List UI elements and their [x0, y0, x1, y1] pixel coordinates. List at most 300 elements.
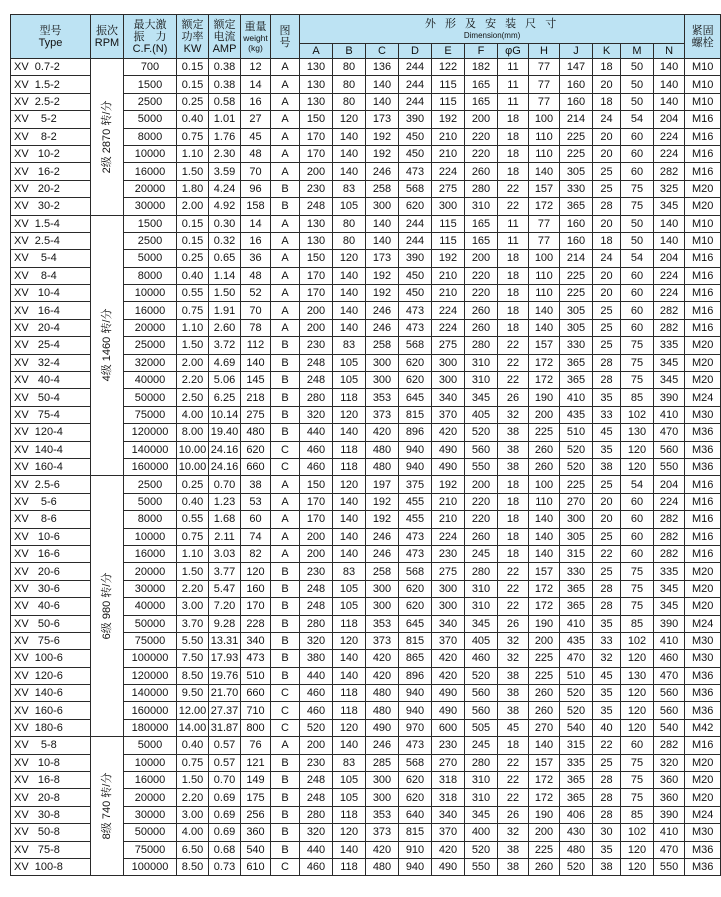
value-cell: 75: [621, 598, 654, 615]
value-cell: 490: [432, 685, 465, 702]
value-cell: 160000: [124, 458, 177, 475]
value-cell: 244: [399, 59, 432, 76]
value-cell: 420: [366, 667, 399, 684]
value-cell: 520: [560, 685, 593, 702]
model-cell: XV 20-4: [11, 319, 91, 336]
value-cell: 620: [241, 441, 271, 458]
value-cell: 118: [333, 858, 366, 875]
value-cell: 470: [654, 424, 685, 441]
value-cell: M36: [685, 858, 721, 875]
value-cell: 940: [399, 685, 432, 702]
value-cell: 224: [654, 267, 685, 284]
value-cell: M30: [685, 406, 721, 423]
value-cell: 1.50: [177, 337, 209, 354]
model-cell: XV 100-6: [11, 650, 91, 667]
value-cell: 140: [333, 424, 366, 441]
value-cell: 0.65: [209, 250, 241, 267]
value-cell: M16: [685, 302, 721, 319]
value-cell: 200: [465, 250, 498, 267]
value-cell: 540: [241, 841, 271, 858]
model-cell: XV 0.7-2: [11, 59, 91, 76]
value-cell: 3.72: [209, 337, 241, 354]
value-cell: 0.15: [177, 59, 209, 76]
value-cell: M16: [685, 145, 721, 162]
value-cell: 160: [560, 215, 593, 232]
model-cell: XV 10-4: [11, 285, 91, 302]
value-cell: 246: [366, 528, 399, 545]
value-cell: 120: [621, 650, 654, 667]
value-cell: 225: [529, 841, 560, 858]
value-cell: 160000: [124, 702, 177, 719]
value-cell: 6.25: [209, 389, 241, 406]
value-cell: 38: [241, 476, 271, 493]
value-cell: 400: [465, 824, 498, 841]
value-cell: 40: [593, 719, 621, 736]
value-cell: 140: [366, 232, 399, 249]
value-cell: 4.69: [209, 354, 241, 371]
value-cell: 248: [300, 598, 333, 615]
value-cell: 147: [560, 59, 593, 76]
value-cell: 815: [399, 824, 432, 841]
value-cell: 80: [333, 215, 366, 232]
dim-col-header: F: [465, 44, 498, 59]
value-cell: 520: [465, 841, 498, 858]
value-cell: 20: [593, 128, 621, 145]
value-cell: 246: [366, 737, 399, 754]
value-cell: 24.16: [209, 441, 241, 458]
value-cell: 14.00: [177, 719, 209, 736]
value-cell: 50: [621, 59, 654, 76]
value-cell: 520: [465, 424, 498, 441]
value-cell: 0.57: [209, 754, 241, 771]
value-cell: 38: [593, 458, 621, 475]
value-cell: 19.40: [209, 424, 241, 441]
model-cell: XV 20-6: [11, 563, 91, 580]
value-cell: 11: [498, 76, 529, 93]
value-cell: 490: [432, 458, 465, 475]
value-cell: 22: [498, 580, 529, 597]
value-cell: 100000: [124, 650, 177, 667]
value-cell: 0.70: [209, 772, 241, 789]
value-cell: 335: [654, 563, 685, 580]
value-cell: 18: [498, 476, 529, 493]
value-cell: 214: [560, 250, 593, 267]
value-cell: 28: [593, 806, 621, 823]
value-cell: 14: [241, 215, 271, 232]
value-cell: A: [271, 232, 300, 249]
value-cell: 140: [333, 528, 366, 545]
value-cell: 110: [529, 493, 560, 510]
value-cell: M16: [685, 111, 721, 128]
value-cell: 473: [399, 319, 432, 336]
value-cell: 172: [529, 772, 560, 789]
value-cell: 8.00: [177, 424, 209, 441]
value-cell: 230: [300, 180, 333, 197]
value-cell: 1.01: [209, 111, 241, 128]
value-cell: 10.00: [177, 458, 209, 475]
value-cell: 310: [465, 598, 498, 615]
value-cell: 345: [654, 354, 685, 371]
value-cell: 225: [560, 285, 593, 302]
value-cell: 35: [593, 389, 621, 406]
value-cell: 280: [465, 180, 498, 197]
value-cell: 10000: [124, 285, 177, 302]
value-cell: 345: [654, 198, 685, 215]
value-cell: 140: [241, 354, 271, 371]
value-cell: 318: [432, 789, 465, 806]
value-cell: 224: [654, 145, 685, 162]
value-cell: M10: [685, 215, 721, 232]
value-cell: 10000: [124, 528, 177, 545]
value-cell: 140: [654, 76, 685, 93]
value-cell: 38: [498, 441, 529, 458]
value-cell: 75000: [124, 406, 177, 423]
value-cell: 172: [529, 372, 560, 389]
value-cell: 260: [529, 685, 560, 702]
value-cell: 74: [241, 528, 271, 545]
value-cell: 2.20: [177, 580, 209, 597]
value-cell: 8000: [124, 267, 177, 284]
model-cell: XV 180-6: [11, 719, 91, 736]
value-cell: 345: [465, 389, 498, 406]
value-cell: 940: [399, 702, 432, 719]
model-cell: XV 140-6: [11, 685, 91, 702]
value-cell: 310: [465, 372, 498, 389]
value-cell: 30000: [124, 806, 177, 823]
value-cell: 4.00: [177, 824, 209, 841]
value-cell: 48: [241, 267, 271, 284]
value-cell: M20: [685, 754, 721, 771]
value-cell: 35: [593, 841, 621, 858]
value-cell: 0.15: [177, 215, 209, 232]
value-cell: 224: [432, 163, 465, 180]
value-cell: 300: [432, 354, 465, 371]
value-cell: 120: [333, 719, 366, 736]
value-cell: 130: [300, 232, 333, 249]
value-cell: 248: [300, 198, 333, 215]
rpm-group-cell: [91, 476, 124, 737]
value-cell: 20000: [124, 789, 177, 806]
value-cell: 480: [366, 685, 399, 702]
value-cell: 275: [432, 337, 465, 354]
value-cell: 115: [432, 232, 465, 249]
value-cell: 24: [593, 250, 621, 267]
value-cell: 390: [399, 250, 432, 267]
value-cell: 210: [432, 511, 465, 528]
value-cell: 2500: [124, 232, 177, 249]
value-cell: 450: [399, 145, 432, 162]
value-cell: 110: [529, 128, 560, 145]
value-cell: 335: [654, 337, 685, 354]
value-cell: 112: [241, 337, 271, 354]
value-cell: 260: [465, 528, 498, 545]
value-cell: 85: [621, 615, 654, 632]
value-cell: 260: [465, 302, 498, 319]
model-cell: XV 16-2: [11, 163, 91, 180]
value-cell: 140: [333, 737, 366, 754]
value-cell: 140: [654, 93, 685, 110]
rpm-group-label: 4级 1460 转/分: [101, 309, 113, 382]
value-cell: 120: [621, 458, 654, 475]
value-cell: 105: [333, 789, 366, 806]
value-cell: 18: [593, 59, 621, 76]
value-cell: 300: [366, 598, 399, 615]
value-cell: 285: [366, 754, 399, 771]
value-cell: 256: [241, 806, 271, 823]
model-cell: XV 50-6: [11, 615, 91, 632]
value-cell: 258: [366, 563, 399, 580]
value-cell: 160: [560, 76, 593, 93]
value-cell: 0.15: [177, 76, 209, 93]
value-cell: 80: [333, 93, 366, 110]
value-cell: 0.25: [177, 93, 209, 110]
value-cell: A: [271, 59, 300, 76]
value-cell: 192: [432, 250, 465, 267]
value-cell: 140: [529, 737, 560, 754]
value-cell: 60: [621, 528, 654, 545]
value-cell: 28: [593, 372, 621, 389]
value-cell: A: [271, 128, 300, 145]
value-cell: 2.20: [177, 789, 209, 806]
value-cell: 1.91: [209, 302, 241, 319]
value-cell: 1.50: [177, 163, 209, 180]
value-cell: 25000: [124, 337, 177, 354]
value-cell: 405: [465, 406, 498, 423]
value-cell: 420: [366, 424, 399, 441]
value-cell: 1.10: [177, 319, 209, 336]
value-cell: 140: [366, 76, 399, 93]
value-cell: 45: [593, 667, 621, 684]
value-cell: 520: [560, 441, 593, 458]
value-cell: 0.73: [209, 858, 241, 875]
value-cell: 16000: [124, 545, 177, 562]
value-cell: 224: [432, 528, 465, 545]
value-cell: 140: [333, 841, 366, 858]
value-cell: 230: [300, 754, 333, 771]
value-cell: M36: [685, 458, 721, 475]
value-cell: 12: [241, 59, 271, 76]
value-cell: 192: [366, 128, 399, 145]
value-cell: 710: [241, 702, 271, 719]
value-cell: 140: [529, 528, 560, 545]
value-cell: 225: [560, 267, 593, 284]
value-cell: 0.57: [209, 737, 241, 754]
value-cell: 315: [560, 737, 593, 754]
value-cell: 4.24: [209, 180, 241, 197]
value-cell: 1.10: [177, 545, 209, 562]
value-cell: 28: [593, 772, 621, 789]
value-cell: 140: [333, 285, 366, 302]
value-cell: 390: [654, 389, 685, 406]
value-cell: 175: [241, 789, 271, 806]
value-cell: 18: [498, 528, 529, 545]
value-cell: 896: [399, 424, 432, 441]
value-cell: 24.16: [209, 458, 241, 475]
value-cell: 620: [399, 789, 432, 806]
value-cell: 660: [241, 458, 271, 475]
value-cell: 105: [333, 372, 366, 389]
value-cell: 2.00: [177, 198, 209, 215]
value-cell: A: [271, 302, 300, 319]
value-cell: 190: [529, 806, 560, 823]
value-cell: 80: [333, 59, 366, 76]
value-cell: 220: [465, 493, 498, 510]
value-cell: 375: [399, 476, 432, 493]
table-row: [11, 476, 721, 493]
value-cell: 28: [593, 580, 621, 597]
model-cell: XV 120-4: [11, 424, 91, 441]
value-cell: B: [271, 632, 300, 649]
value-cell: 77: [529, 76, 560, 93]
value-cell: B: [271, 563, 300, 580]
value-cell: 560: [654, 441, 685, 458]
value-cell: 550: [465, 458, 498, 475]
value-cell: 26: [498, 806, 529, 823]
value-cell: 60: [621, 285, 654, 302]
value-cell: 197: [366, 476, 399, 493]
value-cell: 38: [498, 702, 529, 719]
value-cell: 25: [593, 302, 621, 319]
value-cell: 22: [498, 372, 529, 389]
value-cell: 1.68: [209, 511, 241, 528]
value-cell: 170: [241, 598, 271, 615]
value-cell: 170: [300, 493, 333, 510]
value-cell: 800: [241, 719, 271, 736]
value-cell: 815: [399, 632, 432, 649]
value-cell: 120: [241, 563, 271, 580]
value-cell: 35: [593, 615, 621, 632]
value-cell: 36: [241, 250, 271, 267]
rpm-group-cell: [91, 737, 124, 876]
value-cell: 35: [593, 685, 621, 702]
model-cell: XV 30-6: [11, 580, 91, 597]
value-cell: 480: [366, 458, 399, 475]
value-cell: 3.59: [209, 163, 241, 180]
value-cell: 320: [300, 824, 333, 841]
value-cell: 130: [621, 667, 654, 684]
model-cell: XV 1.5-4: [11, 215, 91, 232]
dim-col-header: E: [432, 44, 465, 59]
value-cell: A: [271, 267, 300, 284]
value-cell: 204: [654, 111, 685, 128]
value-cell: 280: [300, 615, 333, 632]
value-cell: 17.93: [209, 650, 241, 667]
value-cell: 140: [529, 511, 560, 528]
value-cell: 118: [333, 458, 366, 475]
value-cell: 300: [366, 354, 399, 371]
value-cell: A: [271, 215, 300, 232]
value-cell: 5000: [124, 250, 177, 267]
value-cell: 1.76: [209, 128, 241, 145]
value-cell: 365: [560, 580, 593, 597]
value-cell: 172: [529, 198, 560, 215]
value-cell: 120: [333, 406, 366, 423]
value-cell: 568: [399, 337, 432, 354]
value-cell: 282: [654, 511, 685, 528]
value-cell: 275: [432, 563, 465, 580]
value-cell: 157: [529, 754, 560, 771]
value-cell: 140: [366, 215, 399, 232]
value-cell: 220: [465, 145, 498, 162]
value-cell: 2.30: [209, 145, 241, 162]
value-cell: 455: [399, 511, 432, 528]
value-cell: 230: [432, 737, 465, 754]
value-cell: 170: [300, 128, 333, 145]
value-cell: 18: [593, 232, 621, 249]
value-cell: 435: [560, 632, 593, 649]
value-cell: 130: [300, 215, 333, 232]
value-cell: 192: [432, 476, 465, 493]
value-cell: 75: [621, 337, 654, 354]
value-cell: 560: [465, 441, 498, 458]
value-cell: 28: [593, 354, 621, 371]
spec-table-container: [10, 14, 721, 876]
value-cell: 20: [593, 145, 621, 162]
value-cell: 260: [465, 163, 498, 180]
value-cell: 38: [498, 424, 529, 441]
value-cell: 52: [241, 285, 271, 302]
value-cell: 450: [399, 285, 432, 302]
value-cell: 16: [241, 93, 271, 110]
value-cell: 440: [300, 841, 333, 858]
value-cell: 280: [300, 389, 333, 406]
value-cell: B: [271, 580, 300, 597]
value-cell: 120: [621, 441, 654, 458]
value-cell: 244: [399, 93, 432, 110]
value-cell: 370: [432, 406, 465, 423]
value-cell: 75000: [124, 632, 177, 649]
value-cell: B: [271, 198, 300, 215]
value-cell: 540: [654, 719, 685, 736]
value-cell: 18: [498, 511, 529, 528]
col-drawing-header: 图 号: [271, 15, 300, 59]
value-cell: 0.75: [177, 754, 209, 771]
value-cell: 33: [593, 632, 621, 649]
value-cell: 282: [654, 302, 685, 319]
model-cell: XV 40-4: [11, 372, 91, 389]
value-cell: 77: [529, 232, 560, 249]
value-cell: 660: [241, 685, 271, 702]
model-cell: XV 5-2: [11, 111, 91, 128]
value-cell: 190: [529, 389, 560, 406]
value-cell: 20: [593, 511, 621, 528]
value-cell: 282: [654, 528, 685, 545]
value-cell: 75: [621, 563, 654, 580]
rpm-group-label: 2级 2870 转/分: [101, 100, 113, 174]
value-cell: 172: [529, 580, 560, 597]
value-cell: 30000: [124, 580, 177, 597]
value-cell: 345: [654, 372, 685, 389]
value-cell: 11: [498, 93, 529, 110]
value-cell: 940: [399, 458, 432, 475]
value-cell: M20: [685, 354, 721, 371]
value-cell: 330: [560, 180, 593, 197]
value-cell: 420: [432, 841, 465, 858]
model-cell: XV 160-4: [11, 458, 91, 475]
value-cell: M10: [685, 93, 721, 110]
value-cell: 2500: [124, 93, 177, 110]
value-cell: 700: [124, 59, 177, 76]
col-kw-header: 额定 功率 KW: [177, 15, 209, 59]
value-cell: 110: [529, 145, 560, 162]
value-cell: 33: [593, 406, 621, 423]
value-cell: 54: [621, 111, 654, 128]
value-cell: C: [271, 441, 300, 458]
value-cell: A: [271, 285, 300, 302]
value-cell: 390: [654, 615, 685, 632]
value-cell: 38: [498, 841, 529, 858]
value-cell: 1.50: [177, 772, 209, 789]
